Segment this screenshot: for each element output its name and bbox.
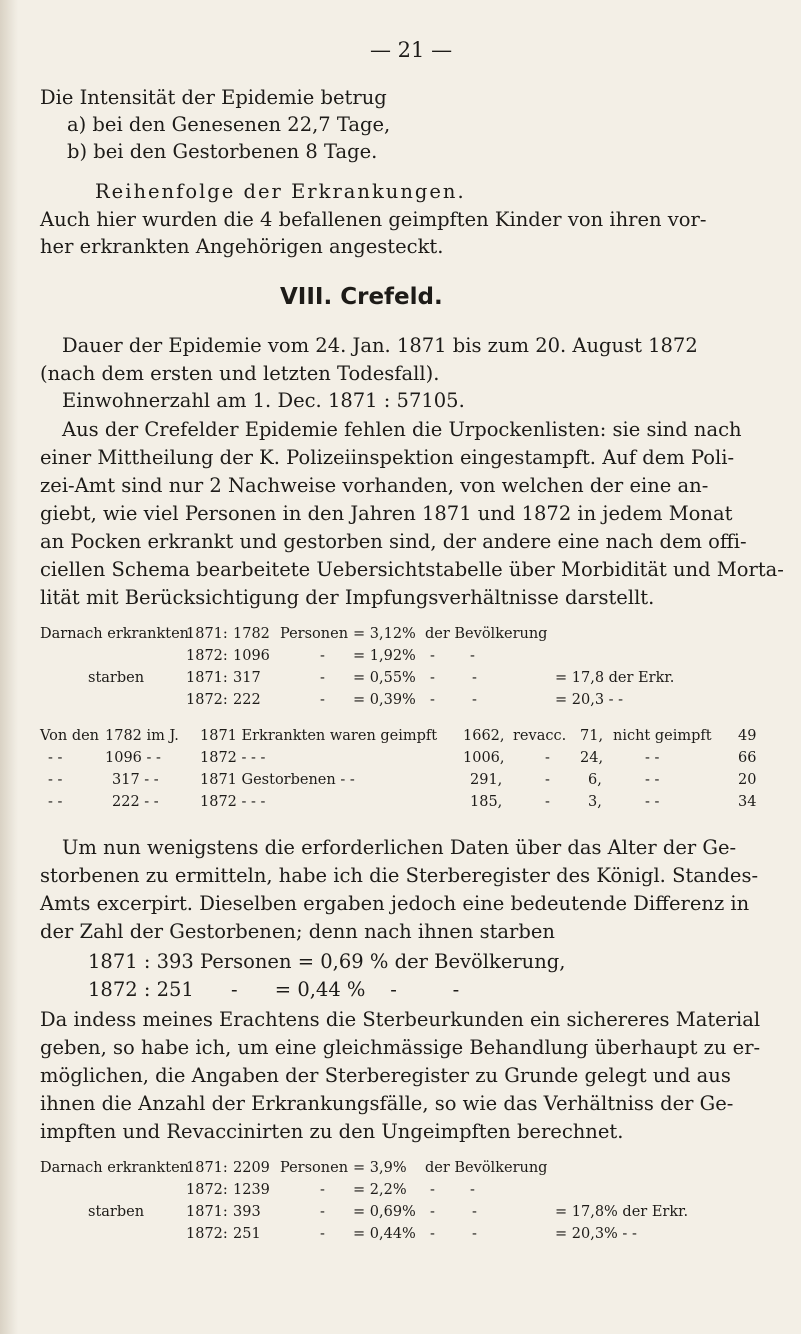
deaths-line: 1871 : 393 Personen = 0,69 % der Bevölkerung, xyxy=(88,950,566,973)
table-cell: - xyxy=(430,1204,435,1220)
paragraph-line: ciellen Schema bearbeitete Uebersichtstabelle über Morbidität und Morta- xyxy=(40,558,784,581)
table-cell: 1782 xyxy=(233,626,270,642)
table-cell: 1871: xyxy=(186,626,228,642)
table-cell: - - xyxy=(48,750,63,766)
table-cell: 1872 - - - xyxy=(200,794,266,810)
table-cell: starben xyxy=(88,670,145,686)
table-cell: - - xyxy=(645,750,660,766)
table-cell: 1096 xyxy=(233,648,270,664)
paragraph-line: möglichen, die Angaben der Sterberegister zu Grunde gelegt und aus xyxy=(40,1064,731,1087)
table-cell: 251 xyxy=(233,1226,261,1242)
table-cell: 291, xyxy=(470,772,503,788)
table-cell: 71, xyxy=(580,728,604,744)
table-cell: Personen xyxy=(280,1160,349,1176)
section-title-crefeld: VIII. Crefeld. xyxy=(280,284,443,310)
table-cell: 34 xyxy=(738,794,757,810)
table-cell: Darnach erkrankten xyxy=(40,1160,190,1176)
table-cell: 2209 xyxy=(233,1160,270,1176)
table-cell: - xyxy=(430,1226,435,1242)
table-cell: der Bevölkerung xyxy=(425,626,548,642)
table-cell: 1872: xyxy=(186,1182,228,1198)
table-cell: 1871: xyxy=(186,1160,228,1176)
table-cell: - xyxy=(430,670,435,686)
table-cell: 1872 - - - xyxy=(200,750,266,766)
table-cell: - xyxy=(545,794,550,810)
table-cell: - - xyxy=(48,772,63,788)
table-cell: - xyxy=(320,1204,325,1220)
table-cell: 317 - - xyxy=(112,772,159,788)
paragraph-line: Um nun wenigstens die erforderlichen Daten über das Alter der Ge- xyxy=(62,836,737,859)
paragraph-line: Dauer der Epidemie vom 24. Jan. 1871 bis zum 20. August 1872 xyxy=(62,334,698,357)
paragraph-line: Einwohnerzahl am 1. Dec. 1871 : 57105. xyxy=(62,389,465,412)
table-cell: 20 xyxy=(738,772,757,788)
table-cell: - xyxy=(430,692,435,708)
table-cell: = 3,12% xyxy=(353,626,416,642)
table-cell: - xyxy=(472,670,477,686)
paragraph-line: der Zahl der Gestorbenen; denn nach ihnen starben xyxy=(40,920,555,943)
intro-line: Die Intensität der Epidemie betrug xyxy=(40,86,387,109)
table-cell: - xyxy=(472,1204,477,1220)
table-cell: 3, xyxy=(588,794,602,810)
table-cell: - xyxy=(430,648,435,664)
table-cell: = 20,3% - - xyxy=(555,1226,637,1242)
table-cell: = 1,92% xyxy=(353,648,416,664)
table-cell: - xyxy=(545,772,550,788)
table-cell: - xyxy=(470,1182,475,1198)
table-cell: 1872: xyxy=(186,1226,228,1242)
paragraph-line: Da indess meines Erachtens die Sterbeurkunden ein sichereres Material xyxy=(40,1008,761,1031)
table-cell: = 3,9% xyxy=(353,1160,407,1176)
table-cell: - xyxy=(545,750,550,766)
paragraph-line: an Pocken erkrankt und gestorben sind, der andere eine nach dem offi- xyxy=(40,530,747,553)
table-cell: Von den xyxy=(40,728,100,744)
table-cell: - xyxy=(320,1226,325,1242)
table-cell: - xyxy=(470,648,475,664)
reihenfolge-text-line: her erkrankten Angehörigen angesteckt. xyxy=(40,235,444,258)
paragraph-line: ihnen die Anzahl der Erkrankungsfälle, so wie das Verhältniss der Ge- xyxy=(40,1092,734,1115)
paragraph-line: giebt, wie viel Personen in den Jahren 1871 und 1872 in jedem Monat xyxy=(40,502,733,525)
table-cell: 24, xyxy=(580,750,604,766)
paragraph-line: Aus der Crefelder Epidemie fehlen die Urpockenlisten: sie sind nach xyxy=(62,418,742,441)
table-cell: der Bevölkerung xyxy=(425,1160,548,1176)
table-cell: = 20,3 - - xyxy=(555,692,624,708)
table-cell: = 0,44% xyxy=(353,1226,416,1242)
table-cell: 1782 im J. xyxy=(105,728,179,744)
paragraph-line: zei-Amt sind nur 2 Nachweise vorhanden, von welchen der eine an- xyxy=(40,474,709,497)
paragraph-line: storbenen zu ermitteln, habe ich die Sterberegister des Königl. Standes- xyxy=(40,864,759,887)
table-cell: 222 xyxy=(233,692,261,708)
table-cell: - - xyxy=(48,794,63,810)
paragraph-line: geben, so habe ich, um eine gleichmässige Behandlung überhaupt zu er- xyxy=(40,1036,761,1059)
table-cell: starben xyxy=(88,1204,145,1220)
reihenfolge-text-line: Auch hier wurden die 4 befallenen geimpften Kinder von ihren vor- xyxy=(40,208,707,231)
table-cell: 1096 - - xyxy=(105,750,161,766)
table-cell: 6, xyxy=(588,772,602,788)
table-cell: Personen xyxy=(280,626,349,642)
table-cell: - xyxy=(472,692,477,708)
table-cell: 222 - - xyxy=(112,794,159,810)
paragraph-line: einer Mittheilung der K. Polizeiinspektion eingestampft. Auf dem Poli- xyxy=(40,446,735,469)
table-cell: 185, xyxy=(470,794,503,810)
table-cell: - - xyxy=(645,794,660,810)
table-cell: 1239 xyxy=(233,1182,270,1198)
intro-item-b: b) bei den Gestorbenen 8 Tage. xyxy=(67,140,378,163)
table-cell: 1871 Erkrankten waren geimpft xyxy=(200,728,438,744)
table-cell: = 0,55% xyxy=(353,670,416,686)
table-cell: 1872: xyxy=(186,648,228,664)
table-cell: 1872: xyxy=(186,692,228,708)
table-cell: = 0,69% xyxy=(353,1204,416,1220)
table-cell: 393 xyxy=(233,1204,261,1220)
table-cell: - xyxy=(320,1182,325,1198)
table-cell: nicht geimpft xyxy=(613,728,712,744)
table-cell: 1871: xyxy=(186,670,228,686)
table-cell: 1871 Gestorbenen - - xyxy=(200,772,355,788)
table-cell: - xyxy=(430,1182,435,1198)
deaths-line: 1872 : 251 - = 0,44 % - - xyxy=(88,978,460,1001)
page-number: — 21 — xyxy=(370,38,453,62)
table-cell: = 17,8 der Erkr. xyxy=(555,670,675,686)
table-cell: = 0,39% xyxy=(353,692,416,708)
table-cell: 49 xyxy=(738,728,757,744)
table-cell: - xyxy=(320,648,325,664)
table-cell: - xyxy=(320,670,325,686)
table-cell: 66 xyxy=(738,750,757,766)
table-cell: = 17,8% der Erkr. xyxy=(555,1204,689,1220)
paragraph-line: (nach dem ersten und letzten Todesfall). xyxy=(40,362,440,385)
paragraph-line: lität mit Berücksichtigung der Impfungsverhältnisse darstellt. xyxy=(40,586,655,609)
table-cell: - - xyxy=(645,772,660,788)
table-cell: 1871: xyxy=(186,1204,228,1220)
table-cell: - xyxy=(472,1226,477,1242)
table-cell: 1006, xyxy=(463,750,505,766)
section-heading-reihenfolge: Reihenfolge der Erkrankungen. xyxy=(95,180,466,203)
paragraph-line: impften und Revaccinirten zu den Ungeimpften berechnet. xyxy=(40,1120,624,1143)
table-cell: = 2,2% xyxy=(353,1182,407,1198)
table-cell: Darnach erkrankten xyxy=(40,626,190,642)
table-cell: revacc. xyxy=(513,728,567,744)
table-cell: - xyxy=(320,692,325,708)
table-cell: 317 xyxy=(233,670,261,686)
paragraph-line: Amts excerpirt. Dieselben ergaben jedoch eine bedeutende Differenz in xyxy=(40,892,750,915)
table-cell: 1662, xyxy=(463,728,505,744)
page-edge-shadow xyxy=(0,0,18,1334)
intro-item-a: a) bei den Genesenen 22,7 Tage, xyxy=(67,113,391,136)
